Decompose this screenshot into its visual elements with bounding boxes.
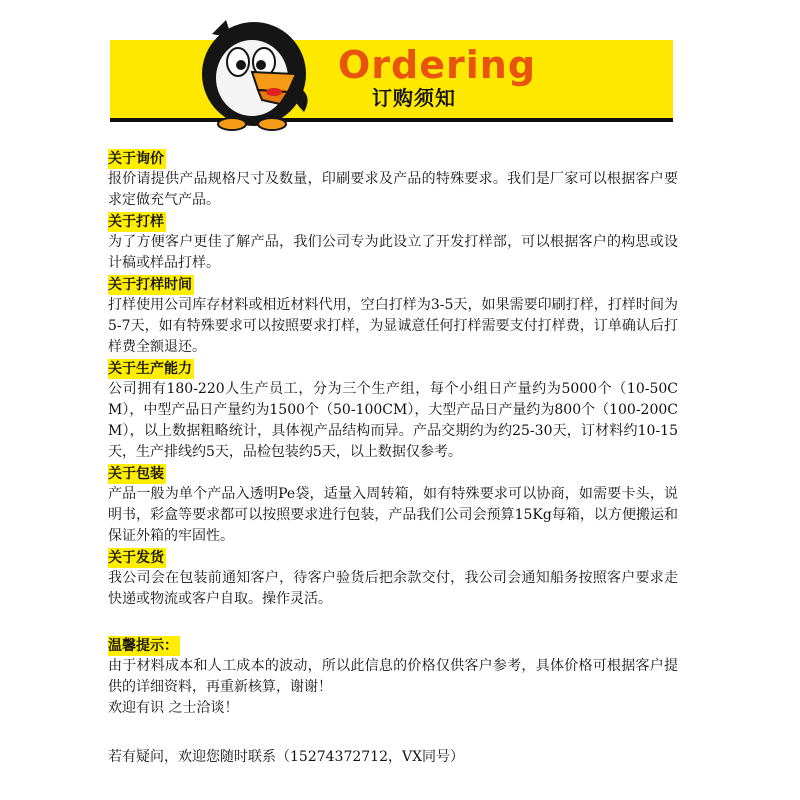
section-tips [108,610,678,719]
section-body: 打样使用公司库存材料或相近材料代用，空白打样为3-5天，如果需要印刷打样，打样时间为5-7天，如有特殊要求可以按照要求打样，为显诚意任何打样需要支付打样费，订单确认后打样费全额退还。 [108,297,678,355]
section-sampling [108,211,678,274]
section-body: 产品一般为单个产品入透明Pe袋，适量入周转箱，如有特殊要求可以协商，如需要卡头，说明书，彩盒等要求都可以按照要求进行包装，产品我们公司会预算15Kg每箱，以方便搬运和保证外箱的牢固性。 [108,486,678,544]
section-heading: 关于包装 [108,466,164,482]
section-body: 为了方便客户更佳了解产品，我们公司专为此设立了开发打样部，可以根据客户的构思或设计稿或样品打样。 [108,234,678,271]
section-body: 报价请提供产品规格尺寸及数量，印刷要求及产品的特殊要求。我们是厂家可以根据客户要求定做充气产品。 [108,171,678,208]
section-shipping [108,547,678,610]
welcome-text: 欢迎有识 之士洽谈！ [108,700,239,716]
section-inquiry [108,148,678,211]
ordering-notice [108,148,678,768]
section-sampling-time [108,274,678,358]
section-heading: 关于打样 [108,214,164,230]
section-heading: 关于询价 [108,151,164,167]
brand-title: Ordering [338,43,537,87]
contact-line: 若有疑问，欢迎您随时联系（15274372712，VX同号） [108,749,465,765]
penguin-mascot-icon [192,12,320,132]
section-body: 我公司会在包装前通知客户，待客户验货后把余款交付，我公司会通知船务按照客户要求走快递或物流或客户自取。操作灵活。 [108,570,678,607]
section-heading: 关于生产能力 [108,361,192,377]
tips-heading: 温馨提示： [108,638,178,654]
section-heading: 关于打样时间 [108,277,192,293]
section-body: 公司拥有180-220人生产员工，分为三个生产组，每个小组日产量约为5000个（10-50CM），中型产品日产量约为1500个（50-100CM），大型产品日产量约为800个（100-200CM），以上数据粗略统计，具体视产品结构而异。产品交期约为约25-30天，订材料约10-15天，生产排线约5天，品检包装约5天，以上数据仅参考。 [108,381,678,460]
tips-body: 由于材料成本和人工成本的波动，所以此信息的价格仅供客户参考，具体价格可根据客户提供的详细资料，再重新核算，谢谢！ [108,658,678,695]
section-capacity [108,358,678,463]
brand-subtitle: 订购须知 [372,86,456,110]
section-packaging [108,463,678,547]
section-heading: 关于发货 [108,550,164,566]
